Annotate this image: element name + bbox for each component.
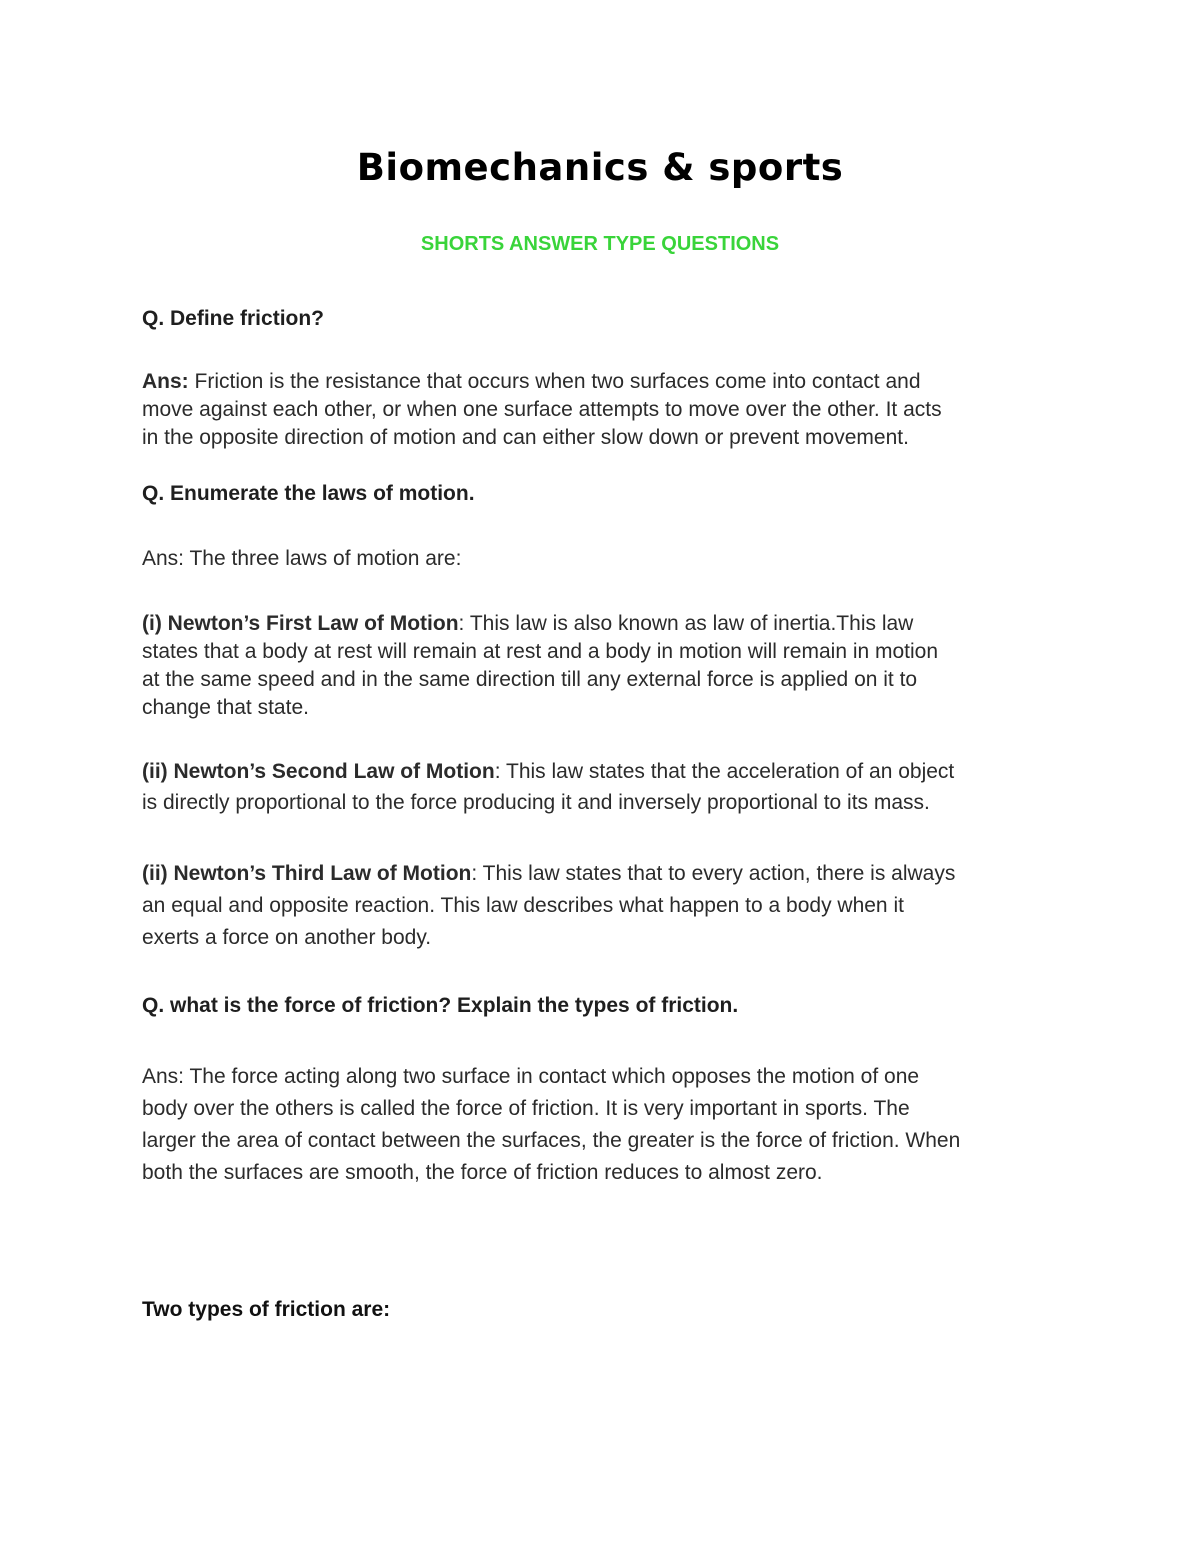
first-law-paragraph — [142, 610, 1072, 722]
answer-laws-intro: Ans: The three laws of motion are: — [142, 547, 462, 570]
first-law-label: (i) Newton’s First Law of Motion — [142, 612, 459, 635]
third-law-text: : This law states that to every action, there is always — [471, 862, 956, 885]
second-law-label: (ii) Newton’s Second Law of Motion — [142, 760, 495, 783]
answer-text-line: both the surfaces are smooth, the force of friction reduces to almost zero. — [142, 1161, 823, 1184]
answer-define-friction — [142, 368, 1072, 452]
first-law-text-line: change that state. — [142, 696, 309, 719]
answer-text-line: Ans: The force acting along two surface in contact which opposes the motion of one — [142, 1065, 920, 1088]
third-law-text-line: an equal and opposite reaction. This law describes what happen to a body when it — [142, 894, 904, 917]
first-law-text-line: states that a body at rest will remain at rest and a body in motion will remain in motion — [142, 640, 939, 663]
second-law-text-line: is directly proportional to the force producing it and inversely proportional to its mass. — [142, 791, 930, 814]
answer-text-line: Friction is the resistance that occurs when two surfaces come into contact and — [188, 370, 921, 393]
page-title: Biomechanics & sports — [356, 146, 844, 189]
question-define-friction: Q. Define friction? — [142, 307, 325, 330]
third-law-label: (ii) Newton’s Third Law of Motion — [142, 862, 472, 885]
answer-text-line: in the opposite direction of motion and can either slow down or prevent movement. — [142, 426, 909, 449]
second-law-text: : This law states that the acceleration of an object — [494, 760, 955, 783]
answer-text-line: body over the others is called the force of friction. It is very important in sports. The — [142, 1097, 910, 1120]
answer-label: Ans: — [142, 370, 189, 393]
first-law-text-line: at the same speed and in the same direction till any external force is applied on it to — [142, 668, 918, 691]
third-law-paragraph — [142, 858, 1072, 954]
first-law-text: : This law is also known as law of inertia.This law — [458, 612, 914, 635]
second-law-paragraph — [142, 756, 1072, 818]
answer-text-line: larger the area of contact between the surfaces, the greater is the force of friction. When — [142, 1129, 961, 1152]
answer-force-of-friction — [142, 1061, 1072, 1189]
types-of-friction-heading: Two types of friction are: — [142, 1298, 391, 1321]
question-laws-of-motion: Q. Enumerate the laws of motion. — [142, 482, 475, 505]
section-subtitle: SHORTS ANSWER TYPE QUESTIONS — [420, 233, 780, 255]
answer-text-line: move against each other, or when one surface attempts to move over the other. It acts — [142, 398, 942, 421]
third-law-text-line: exerts a force on another body. — [142, 926, 432, 949]
question-force-of-friction: Q. what is the force of friction? Explain the types of friction. — [142, 994, 739, 1017]
